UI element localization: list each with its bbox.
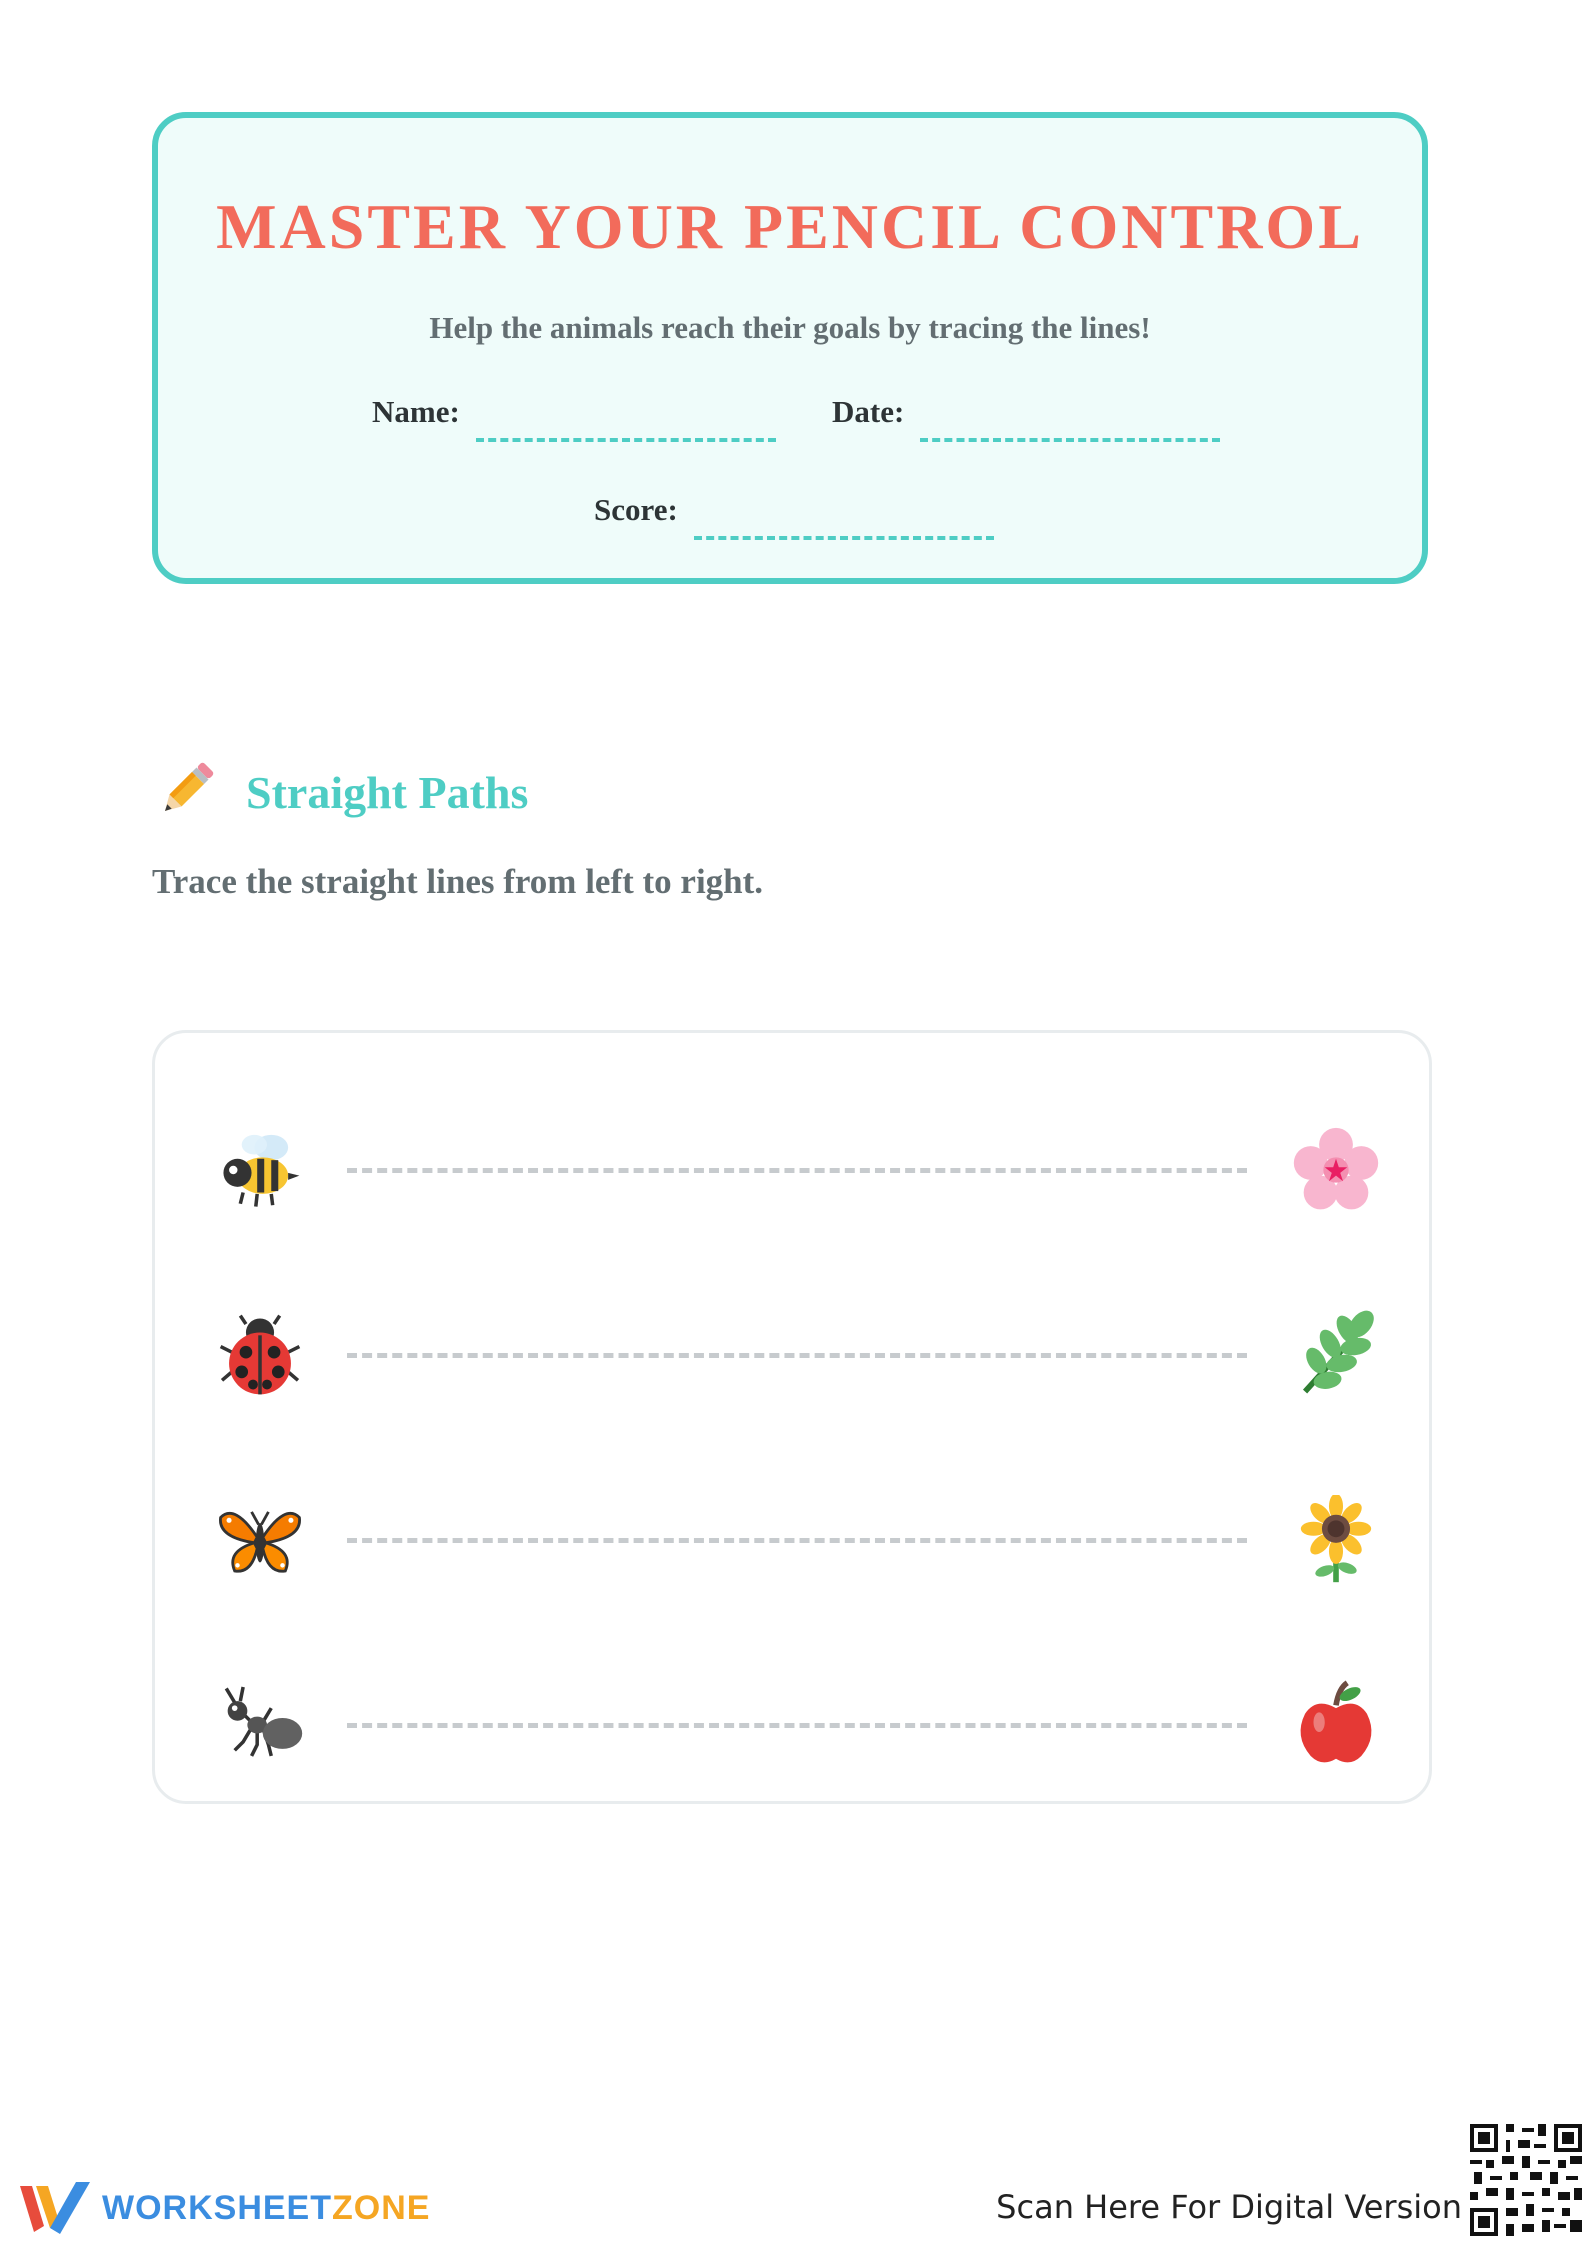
logo-text-worksheet: WORKSHEET bbox=[102, 2189, 332, 2227]
date-field[interactable] bbox=[832, 394, 1220, 430]
tracing-row-2 bbox=[155, 1310, 1429, 1400]
apple-icon bbox=[1291, 1680, 1381, 1770]
ant-icon bbox=[215, 1680, 305, 1770]
worksheet-title: MASTER YOUR PENCIL CONTROL bbox=[216, 191, 1364, 262]
trace-line[interactable] bbox=[347, 1353, 1247, 1358]
butterfly-icon bbox=[215, 1495, 305, 1585]
section-instruction: Trace the straight lines from left to right. bbox=[152, 862, 764, 901]
tracing-row-1 bbox=[155, 1125, 1429, 1215]
name-label: Name: bbox=[372, 394, 460, 429]
tracing-area bbox=[152, 1030, 1432, 1804]
score-label: Score: bbox=[594, 492, 678, 527]
pencil-icon bbox=[152, 756, 220, 829]
score-input-line[interactable] bbox=[694, 536, 994, 540]
section-heading bbox=[152, 756, 528, 829]
score-field[interactable] bbox=[594, 492, 994, 528]
bee-icon bbox=[215, 1125, 305, 1215]
name-field[interactable] bbox=[372, 394, 776, 430]
date-input-line[interactable] bbox=[920, 438, 1220, 442]
header-card bbox=[152, 112, 1428, 584]
trace-line[interactable] bbox=[347, 1168, 1247, 1173]
logo-mark-icon bbox=[18, 2178, 92, 2239]
tracing-row-3 bbox=[155, 1495, 1429, 1585]
date-label: Date: bbox=[832, 394, 905, 429]
ladybug-icon bbox=[215, 1310, 305, 1400]
herb-icon bbox=[1291, 1310, 1381, 1400]
sunflower-icon bbox=[1291, 1495, 1381, 1585]
logo-text-zone: ZONE bbox=[332, 2189, 431, 2227]
trace-line[interactable] bbox=[347, 1538, 1247, 1543]
worksheet-subtitle: Help the animals reach their goals by tracing the lines! bbox=[429, 310, 1151, 345]
worksheetzone-logo[interactable] bbox=[18, 2178, 430, 2239]
tracing-row-4 bbox=[155, 1680, 1429, 1770]
section-title: Straight Paths bbox=[246, 767, 529, 818]
qr-code-icon[interactable] bbox=[1470, 2124, 1582, 2236]
scan-instruction: Scan Here For Digital Version bbox=[996, 2188, 1462, 2226]
cherry-blossom-icon bbox=[1291, 1125, 1381, 1215]
trace-line[interactable] bbox=[347, 1723, 1247, 1728]
name-input-line[interactable] bbox=[476, 438, 776, 442]
logo-text bbox=[102, 2189, 430, 2228]
